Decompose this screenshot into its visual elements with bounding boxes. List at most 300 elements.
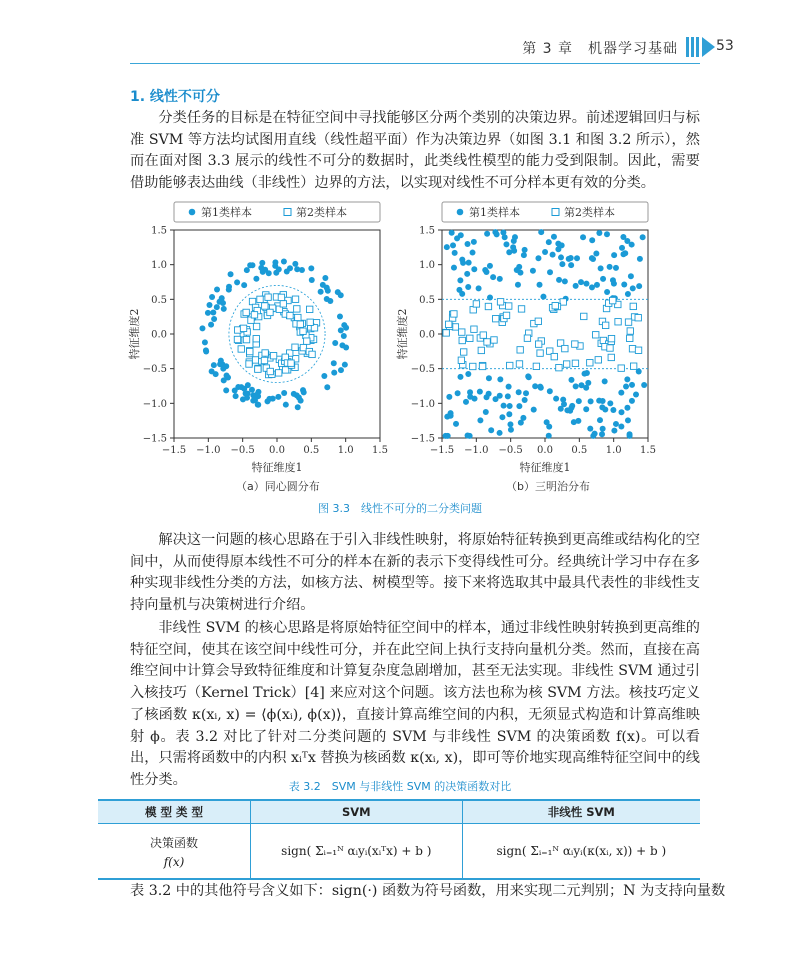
y-tick-label: −0.5	[410, 364, 435, 376]
data-point-class2	[537, 350, 543, 356]
data-point-class1	[629, 242, 635, 248]
data-point-class1	[283, 402, 289, 408]
chart-sandwich	[395, 202, 656, 474]
data-point-class1	[459, 291, 465, 297]
paragraph-3	[130, 618, 700, 792]
data-point-class2	[556, 364, 562, 370]
data-point-class1	[588, 398, 594, 404]
x-tick-label: 0.0	[537, 445, 553, 456]
data-point-class1	[576, 398, 582, 404]
data-point-class1	[444, 414, 450, 420]
x-tick-label: 1.0	[605, 445, 622, 456]
data-point-class1	[604, 289, 610, 295]
data-point-class1	[241, 282, 247, 288]
data-point-class2	[275, 370, 281, 376]
data-point-class1	[566, 256, 572, 262]
data-point-class1	[249, 262, 255, 268]
data-point-class1	[450, 242, 456, 248]
data-point-class1	[472, 396, 478, 402]
data-point-class1	[453, 421, 459, 427]
data-point-class1	[611, 252, 617, 258]
data-point-class1	[507, 421, 513, 427]
data-point-class2	[292, 344, 298, 350]
data-point-class2	[240, 325, 246, 331]
data-point-class2	[608, 335, 614, 341]
data-point-class1	[208, 322, 214, 328]
data-point-class1	[245, 391, 251, 397]
y-tick-label: 1.5	[419, 225, 435, 237]
data-point-class2	[459, 329, 465, 335]
data-point-class1	[253, 276, 259, 282]
data-point-class1	[264, 398, 270, 404]
data-point-class1	[641, 382, 647, 388]
nonlinear-svm-formula: sign( Σᵢ₌₁ᴺ αᵢyᵢ(κ(xᵢ, x)) + b )	[462, 824, 700, 880]
data-point-class1	[322, 275, 328, 281]
data-point-class1	[624, 405, 630, 411]
data-point-class2	[635, 315, 641, 321]
data-point-class2	[278, 294, 284, 300]
data-point-class2	[478, 347, 484, 353]
data-point-class1	[252, 397, 258, 403]
data-point-class2	[307, 319, 313, 325]
data-point-class2	[535, 318, 541, 324]
data-point-class1	[221, 306, 227, 312]
data-point-class2	[300, 328, 306, 334]
data-point-class1	[337, 314, 343, 320]
data-point-class1	[209, 294, 215, 300]
data-point-class1	[466, 260, 472, 266]
data-point-class2	[247, 348, 253, 354]
y-tick-label: 1.5	[151, 225, 167, 237]
svm-formula: sign( Σᵢ₌₁ᴺ αᵢyᵢ(xᵢᵀx) + b )	[251, 824, 463, 880]
data-point-class2	[234, 336, 240, 342]
data-point-class1	[292, 261, 298, 267]
data-point-class2	[267, 309, 273, 315]
data-point-class1	[324, 296, 330, 302]
data-point-class2	[503, 312, 509, 318]
data-point-class2	[587, 360, 593, 366]
data-point-class1	[630, 285, 636, 291]
data-point-class2	[443, 330, 449, 336]
data-point-class1	[244, 267, 250, 273]
data-point-class2	[497, 299, 503, 305]
data-point-class1	[465, 371, 471, 377]
data-point-class1	[232, 387, 238, 393]
data-point-class2	[459, 337, 465, 343]
data-point-class1	[547, 388, 553, 394]
data-point-class1	[284, 269, 290, 275]
y-axis-label: 特征维度2	[128, 308, 141, 360]
data-point-class1	[584, 370, 590, 376]
y-tick-label: −1.5	[410, 433, 435, 445]
data-point-class2	[552, 303, 558, 309]
data-point-class1	[335, 289, 341, 295]
data-point-class2	[471, 326, 477, 332]
y-tick-label: 1.0	[151, 260, 167, 272]
data-point-class1	[610, 407, 616, 413]
data-point-class1	[301, 389, 307, 395]
data-point-class2	[627, 328, 633, 334]
x-tick-label: −0.5	[230, 445, 255, 456]
data-point-class1	[299, 267, 305, 273]
data-point-class2	[610, 297, 616, 303]
data-point-class2	[608, 354, 614, 360]
data-point-class1	[525, 373, 531, 379]
data-point-class1	[637, 256, 643, 262]
data-point-class2	[288, 360, 294, 366]
data-point-class1	[594, 282, 600, 288]
data-point-class1	[599, 431, 605, 437]
data-point-class1	[341, 333, 347, 339]
data-point-class1	[531, 407, 537, 413]
data-point-class1	[320, 282, 326, 288]
data-point-class1	[621, 281, 627, 287]
data-point-class1	[465, 241, 471, 247]
data-point-class2	[607, 345, 613, 351]
data-point-class1	[538, 385, 544, 391]
data-point-class2	[261, 357, 267, 363]
data-point-class2	[629, 346, 635, 352]
data-point-class1	[266, 270, 272, 276]
data-point-class2	[304, 338, 310, 344]
data-point-class1	[234, 279, 240, 285]
data-point-class1	[332, 340, 338, 346]
data-point-class2	[493, 315, 499, 321]
last-line: 表 3.2 中的其他符号含义如下：sign(·) 函数为符号函数，用来实现二元判别；N 为支持向量数	[130, 883, 726, 899]
subcaption-a: （a）同心圆分布	[236, 480, 320, 493]
data-point-class1	[226, 287, 232, 293]
data-point-class1	[476, 285, 482, 291]
data-point-class2	[507, 362, 513, 368]
data-point-class1	[275, 394, 281, 400]
data-point-class1	[522, 397, 528, 403]
data-point-class1	[627, 431, 633, 437]
data-point-class1	[451, 265, 457, 271]
data-point-class2	[615, 319, 621, 325]
data-point-class1	[444, 244, 450, 250]
data-point-class1	[547, 269, 553, 275]
data-point-class1	[629, 382, 635, 388]
data-point-class1	[583, 406, 589, 412]
data-point-class1	[506, 249, 512, 255]
legend-label-class2: 第2类样本	[296, 206, 347, 219]
x-tick-label: 1.5	[372, 445, 388, 456]
data-point-class1	[343, 345, 349, 351]
data-point-class1	[477, 389, 483, 395]
data-point-class1	[343, 325, 349, 331]
data-point-class2	[572, 341, 578, 347]
row-label: 决策函数	[149, 835, 198, 850]
data-point-class2	[595, 357, 601, 363]
y-tick-label: 0.5	[419, 294, 435, 306]
data-point-class1	[532, 383, 538, 389]
data-point-class1	[463, 399, 469, 405]
header-svm: SVM	[251, 800, 463, 824]
y-tick-label: 0.0	[419, 329, 435, 341]
data-point-class1	[457, 277, 463, 283]
data-point-class1	[477, 417, 483, 423]
data-point-class2	[562, 345, 568, 351]
data-point-class1	[497, 430, 503, 436]
data-point-class2	[467, 335, 473, 341]
data-point-class1	[523, 390, 529, 396]
data-point-class2	[287, 312, 293, 318]
data-point-class1	[538, 229, 544, 235]
data-point-class1	[309, 277, 315, 283]
data-point-class1	[458, 232, 464, 238]
legend	[174, 202, 380, 222]
paragraph-1-text: 分类任务的目标是在特征空间中寻找能够区分两个类别的决策边界。前述逻辑回归与标准 SVM 等方法均试图用直线（线性超平面）作为决策边界（如图 3.1 和图 3.2 所示），然而在面对图 3.3 展示的线性不可分的数据时，此类线性模型的能力受到限制。因此，需要借助能够表达曲线（非线性）边界的方法，以实现对线性不可分样本更有效的分类。	[130, 110, 700, 192]
data-point-class2	[593, 332, 599, 338]
data-point-class2	[267, 368, 273, 374]
data-point-class1	[514, 267, 520, 273]
data-point-class1	[573, 383, 579, 389]
data-point-class1	[298, 398, 304, 404]
data-point-class2	[518, 306, 524, 312]
data-point-class1	[553, 396, 559, 402]
data-point-class2	[516, 361, 522, 367]
data-point-class1	[558, 254, 564, 260]
data-point-class2	[491, 337, 497, 343]
data-point-class1	[600, 426, 606, 432]
data-point-class1	[589, 237, 595, 243]
data-point-class1	[497, 393, 503, 399]
table-row	[98, 824, 700, 880]
data-point-class1	[618, 424, 624, 430]
legend-label-class2: 第2类样本	[564, 206, 615, 219]
data-point-class1	[211, 362, 217, 368]
data-point-class1	[568, 377, 574, 383]
page-number: 53	[716, 38, 734, 54]
data-point-class1	[636, 283, 642, 289]
data-point-class1	[501, 403, 507, 409]
data-point-class1	[206, 302, 212, 308]
data-point-class1	[596, 230, 602, 236]
data-point-class2	[252, 357, 258, 363]
comparison-table	[98, 799, 700, 880]
x-tick-label: 0.5	[571, 445, 588, 456]
data-point-class1	[459, 257, 465, 263]
data-point-class1	[318, 289, 324, 295]
data-point-class1	[585, 380, 591, 386]
data-point-class2	[249, 298, 255, 304]
data-point-class2	[470, 363, 476, 369]
data-point-class2	[506, 303, 512, 309]
data-point-class1	[624, 376, 630, 382]
data-point-class2	[479, 363, 485, 369]
data-point-class1	[331, 370, 337, 376]
data-point-class1	[575, 418, 581, 424]
data-point-class1	[487, 295, 493, 301]
data-point-class1	[471, 239, 477, 245]
data-point-class1	[600, 276, 606, 282]
data-point-class2	[627, 335, 633, 341]
row-label-fx: f(x)	[163, 854, 185, 869]
data-point-class2	[635, 347, 641, 353]
data-point-class1	[483, 409, 489, 415]
data-point-class1	[546, 433, 552, 439]
data-point-class1	[487, 263, 493, 269]
data-point-class1	[209, 368, 215, 374]
data-point-class1	[623, 384, 629, 390]
data-point-class1	[214, 304, 220, 310]
data-point-class1	[471, 266, 477, 272]
data-point-class1	[210, 310, 216, 316]
data-point-class1	[611, 281, 617, 287]
data-point-class1	[596, 398, 602, 404]
data-point-class1	[497, 376, 503, 382]
data-point-class1	[618, 409, 624, 415]
data-point-class2	[270, 353, 276, 359]
data-point-class2	[618, 365, 624, 371]
data-point-class1	[203, 349, 209, 355]
data-point-class1	[511, 238, 517, 244]
table-header-row	[98, 800, 700, 824]
data-point-class1	[464, 271, 470, 277]
data-point-class1	[521, 252, 527, 258]
data-point-class1	[544, 419, 550, 425]
data-point-class2	[251, 312, 257, 318]
data-point-class2	[535, 341, 541, 347]
data-point-class2	[458, 357, 464, 363]
data-point-class1	[220, 366, 226, 372]
data-point-class2	[533, 363, 539, 369]
data-point-class1	[324, 384, 330, 390]
figure-caption: 图 3.3 线性不可分的二分类问题	[318, 502, 482, 515]
data-point-class1	[272, 259, 278, 265]
data-point-class1	[573, 283, 579, 289]
data-point-class2	[246, 361, 252, 367]
data-point-class1	[593, 250, 599, 256]
x-tick-label: 1.0	[337, 445, 354, 456]
data-point-class1	[276, 266, 282, 272]
data-point-class1	[446, 394, 452, 400]
data-point-class1	[342, 362, 348, 368]
data-point-class2	[309, 351, 315, 357]
data-point-class1	[589, 255, 595, 261]
data-point-class2	[238, 346, 244, 352]
table-caption: 表 3.2 SVM 与非线性 SVM 的决策函数对比	[288, 780, 512, 793]
x-tick-label: −1.0	[196, 445, 221, 456]
data-point-class2	[306, 306, 312, 312]
data-point-class2	[262, 350, 268, 356]
data-point-class1	[295, 404, 301, 410]
data-point-class1	[583, 281, 589, 287]
data-point-class2	[243, 336, 249, 342]
data-point-class1	[555, 246, 561, 252]
data-point-class1	[202, 339, 208, 345]
data-point-class1	[443, 433, 449, 439]
data-point-class1	[218, 298, 224, 304]
data-point-class1	[455, 390, 461, 396]
data-point-class1	[556, 277, 562, 283]
data-point-class1	[592, 431, 598, 437]
data-point-class1	[516, 389, 522, 395]
data-point-class1	[568, 262, 574, 268]
data-point-class1	[225, 375, 231, 381]
data-point-class2	[265, 294, 271, 300]
data-point-class1	[580, 234, 586, 240]
legend-marker-class1	[457, 209, 464, 216]
header-nonlinear-svm: 非线性 SVM	[462, 800, 700, 824]
y-tick-label: −1.5	[142, 433, 167, 445]
x-tick-label: 0.0	[269, 445, 285, 456]
data-point-class1	[497, 276, 503, 282]
data-point-class1	[611, 428, 617, 434]
data-point-class1	[551, 234, 557, 240]
data-point-class1	[331, 360, 337, 366]
data-point-class1	[281, 258, 287, 264]
data-point-class2	[563, 361, 569, 367]
data-point-class1	[259, 260, 265, 266]
data-point-class1	[613, 421, 619, 427]
data-point-class2	[625, 319, 631, 325]
data-point-class1	[597, 417, 603, 423]
data-point-class1	[321, 373, 327, 379]
data-point-class2	[524, 335, 530, 341]
data-point-class1	[482, 267, 488, 273]
data-point-class1	[503, 241, 509, 247]
data-point-class2	[630, 363, 636, 369]
data-point-class1	[620, 251, 626, 257]
data-point-class2	[253, 323, 259, 329]
data-point-class2	[280, 301, 286, 307]
legend	[442, 202, 648, 222]
data-point-class1	[574, 255, 580, 261]
data-point-class1	[507, 403, 513, 409]
data-point-class1	[506, 384, 512, 390]
data-point-class1	[598, 265, 604, 271]
data-point-class1	[604, 231, 610, 237]
x-axis-label: 特征维度1	[519, 461, 571, 474]
data-point-class2	[257, 296, 263, 302]
y-tick-label: −1.0	[142, 398, 167, 410]
data-point-class1	[625, 291, 631, 297]
data-point-class1	[562, 278, 568, 284]
data-point-class1	[499, 414, 505, 420]
data-point-class1	[465, 432, 471, 438]
data-point-class1	[578, 382, 584, 388]
x-tick-label: −1.5	[429, 445, 455, 456]
x-tick-label: −0.5	[498, 445, 523, 456]
y-tick-label: 1.0	[419, 260, 435, 272]
legend-label-class1: 第1类样本	[201, 206, 252, 219]
data-point-class1	[338, 367, 344, 373]
data-point-class1	[308, 265, 314, 271]
data-point-class1	[505, 393, 511, 399]
data-point-class1	[587, 426, 593, 432]
data-point-class2	[243, 309, 249, 315]
section-title: 1. 线性不可分	[130, 89, 220, 105]
data-point-class1	[338, 327, 344, 333]
data-point-class1	[629, 398, 635, 404]
data-point-class1	[488, 427, 494, 433]
data-point-class2	[292, 296, 298, 302]
y-tick-label: −0.5	[142, 364, 167, 376]
data-point-class2	[253, 336, 259, 342]
data-point-class1	[502, 234, 508, 240]
data-point-class1	[516, 403, 522, 409]
data-point-class1	[205, 310, 211, 316]
data-point-class2	[255, 366, 261, 372]
row-label-cell	[98, 824, 251, 880]
chapter-title: 第 3 章 机器学习基础	[522, 41, 678, 57]
data-point-class1	[542, 249, 548, 255]
data-point-class2	[480, 332, 486, 338]
data-point-class1	[578, 279, 584, 285]
data-point-class1	[508, 427, 514, 433]
data-point-class1	[618, 390, 624, 396]
